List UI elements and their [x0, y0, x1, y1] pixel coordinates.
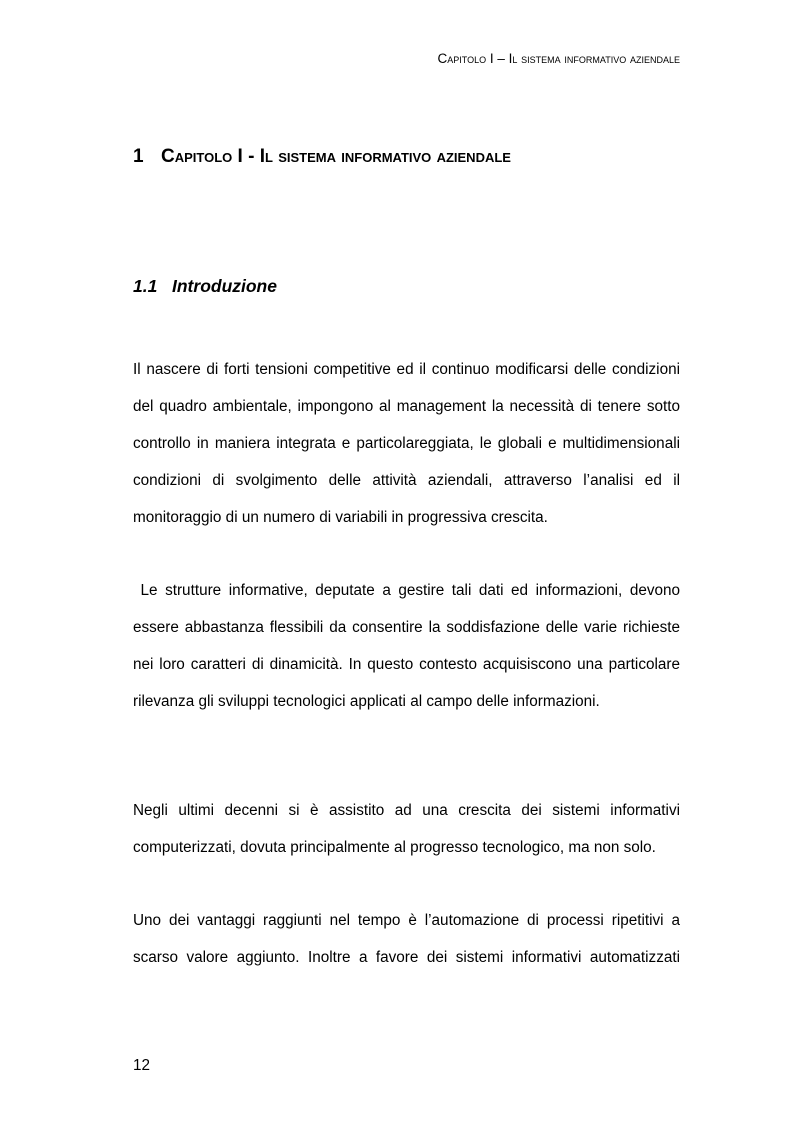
section-heading [133, 276, 277, 297]
chapter-title: Capitolo I - Il sistema informativo aziendale [161, 146, 511, 167]
paragraph: Il nascere di forti tensioni competitive ed il continuo modificarsi delle condizioni del quadro ambientale, impongono al management la necessità di tenere sotto controllo in maniera integrata e particolareggiata, le globali e multidimensionali condizioni di svolgimento delle attività aziendali, attraverso l’analisi ed il monitoraggio di un numero di variabili in progressiva crescita. [133, 361, 680, 526]
section-number: 1.1 [133, 276, 158, 296]
paragraph: Negli ultimi decenni si è assistito ad una crescita dei sistemi informativi computerizzati, dovuta principalmente al progresso tecnologico, ma non solo. [133, 802, 680, 856]
page-number: 12 [133, 1057, 151, 1074]
running-header: Capitolo I – Il sistema informativo aziendale [437, 51, 680, 66]
paragraph: Uno dei vantaggi raggiunti nel tempo è l’automazione di processi ripetitivi a scarso valore aggiunto. Inoltre a favore dei sistemi informativi automatizzati [133, 912, 680, 966]
chapter-heading [133, 146, 693, 168]
section-title: Introduzione [172, 276, 277, 296]
paragraph: Le strutture informative, deputate a gestire tali dati ed informazioni, devono essere abbastanza flessibili da consentire la soddisfazione delle varie richieste nei loro caratteri di dinamicità. In questo contesto acquisiscono una particolare rilevanza gli sviluppi tecnologici applicati al campo delle informazioni. [133, 582, 685, 710]
chapter-number: 1 [133, 146, 144, 167]
